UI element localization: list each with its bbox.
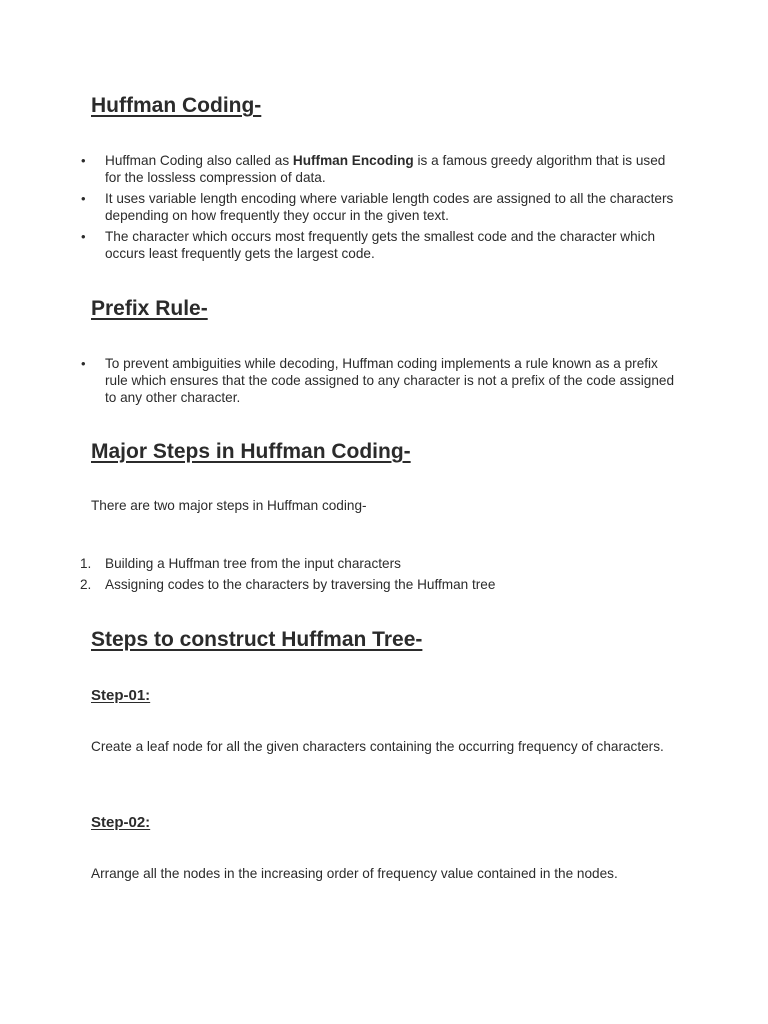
prefix-rule-bullet-list [0, 355, 768, 410]
step-01-text: Create a leaf node for all the given characters containing the occurring frequency of characters. [91, 739, 664, 754]
bullet-text-post: is a famous greedy algorithm that is used for the lossless compression of data. [105, 153, 666, 185]
major-steps-intro: There are two major steps in Huffman coding- [91, 498, 367, 513]
step-02-text: Arrange all the nodes in the increasing order of frequency value contained in the nodes. [91, 866, 618, 881]
list-number: 2. [80, 577, 92, 592]
section-title-huffman-coding: Huffman Coding- [91, 94, 262, 117]
bullet-text-bold: Huffman Encoding [292, 153, 414, 168]
list-item-text: Assigning codes to the characters by traversing the Huffman tree [105, 577, 496, 592]
section-title-prefix-rule: Prefix Rule- [91, 297, 208, 320]
list-item-text: Building a Huffman tree from the input characters [105, 556, 401, 571]
list-item [0, 555, 768, 572]
bullet-text: The character which occurs most frequently gets the smallest code and the character which occurs least frequently gets the largest code. [105, 229, 656, 261]
bullet-icon: • [81, 191, 86, 206]
huffman-coding-bullet-list [0, 152, 768, 266]
list-item [0, 152, 768, 186]
section-title-construct-tree: Steps to construct Huffman Tree- [91, 628, 423, 651]
list-item [0, 228, 768, 262]
bullet-icon: • [81, 229, 86, 244]
bullet-text: To prevent ambiguities while decoding, Huffman coding implements a rule known as a prefix rule which ensures that the code assigned to any character is not a prefix of the code assigned to any other character. [105, 356, 675, 405]
list-item [0, 190, 768, 224]
bullet-text: It uses variable length encoding where variable length codes are assigned to all the characters depending on how frequently they occur in the given text. [105, 191, 674, 223]
step-01-label: Step-01: [91, 687, 151, 704]
list-number: 1. [80, 556, 92, 571]
section-title-major-steps: Major Steps in Huffman Coding- [91, 440, 411, 463]
bullet-icon: • [81, 356, 86, 371]
list-item [0, 576, 768, 593]
bullet-text-pre: Huffman Coding also called as [105, 153, 293, 168]
list-item [0, 355, 768, 406]
step-02-label: Step-02: [91, 814, 151, 831]
major-steps-numbered-list [0, 555, 768, 597]
bullet-icon: • [81, 153, 86, 168]
